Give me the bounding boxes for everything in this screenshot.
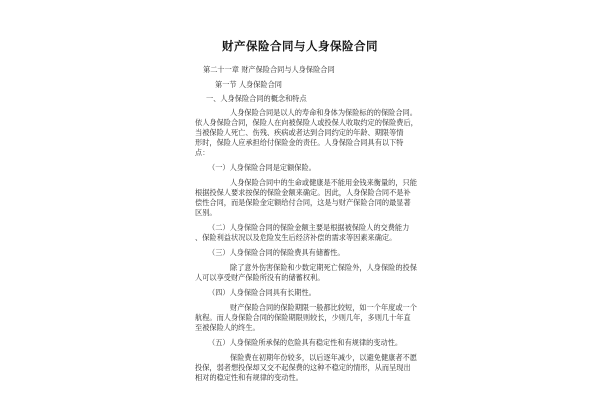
para1-line: 人身保险合同是以人的寿命和身体为保险标的的保险合同。: [230, 108, 417, 117]
para1-line: 点：: [195, 148, 210, 157]
para3-line: 人可以享受财产保险所没有的储蓄权利。: [195, 273, 325, 282]
section-heading: 第一节 人身保险合同: [215, 80, 282, 89]
para1-line: 形时，保险人应承担给付保险金的责任。人身保险合同具有以下特: [195, 138, 404, 147]
para5-line: 相对的稳定性和有规律的变动性。: [195, 373, 303, 382]
para4-line: 航程。而人身保险合同的保险期限则较长，少则几年，多则几十年直: [195, 313, 411, 322]
point-three: （三）人身保险合同的保险费具有储蓄性。: [208, 248, 345, 257]
para5-line: 投保，弱者想投保却又交不起保费的这种不稳定的情形，从而呈现出: [195, 363, 411, 372]
point-two-line: （二）人身保险合同的保险金额主要是根据被保险人的交费能力: [208, 223, 410, 232]
point-four: （四）人身保险合同具有长期性。: [208, 288, 316, 297]
para1-line: 当被保险人死亡、伤残、疾病或者达到合同约定的年龄、期限等情: [195, 128, 404, 137]
chapter-heading: 第二十一章 财产保险合同与人身保险合同: [203, 65, 335, 74]
para2-line: 偿性合同，而是保险金定额给付合同，这是与财产保险合同的最显著: [195, 198, 411, 207]
subsection-heading: 一、人身保险合同的概念和特点: [206, 94, 307, 103]
para4-line: 至被保险人的终生。: [195, 323, 260, 332]
para3-line: 除了意外伤害保险和少数定期死亡保险外，人身保险的投保: [230, 263, 417, 272]
para2-line: 人身保险合同中的生命或健康是不能用金钱来衡量的，只能: [230, 178, 417, 187]
para2-line: 区别。: [195, 208, 217, 217]
point-one: （一）人身保险合同是定额保险。: [208, 163, 316, 172]
para2-line: 根据投保人要求按保的保险金额来确定。因此，人身保险合同不是补: [195, 188, 411, 197]
point-five: （五）人身保险所承保的危险具有稳定性和有规律的变动性。: [208, 338, 403, 347]
para5-line: 保险费在初期年份较多，以后逐年减少，以避免健康者不愿: [230, 353, 417, 362]
document-title: 财产保险合同与人身保险合同: [222, 39, 378, 53]
point-two-line: 、保险利益状况以及危险发生后经济补偿的需求等因素来确定。: [195, 233, 397, 242]
para1-line: 依人身保险合同，保险人在向被保险人或投保人收取约定的保险费后，: [195, 118, 418, 127]
para4-line: 财产保险合同的保险期限一般都比较短，如一个年度或一个: [230, 303, 417, 312]
